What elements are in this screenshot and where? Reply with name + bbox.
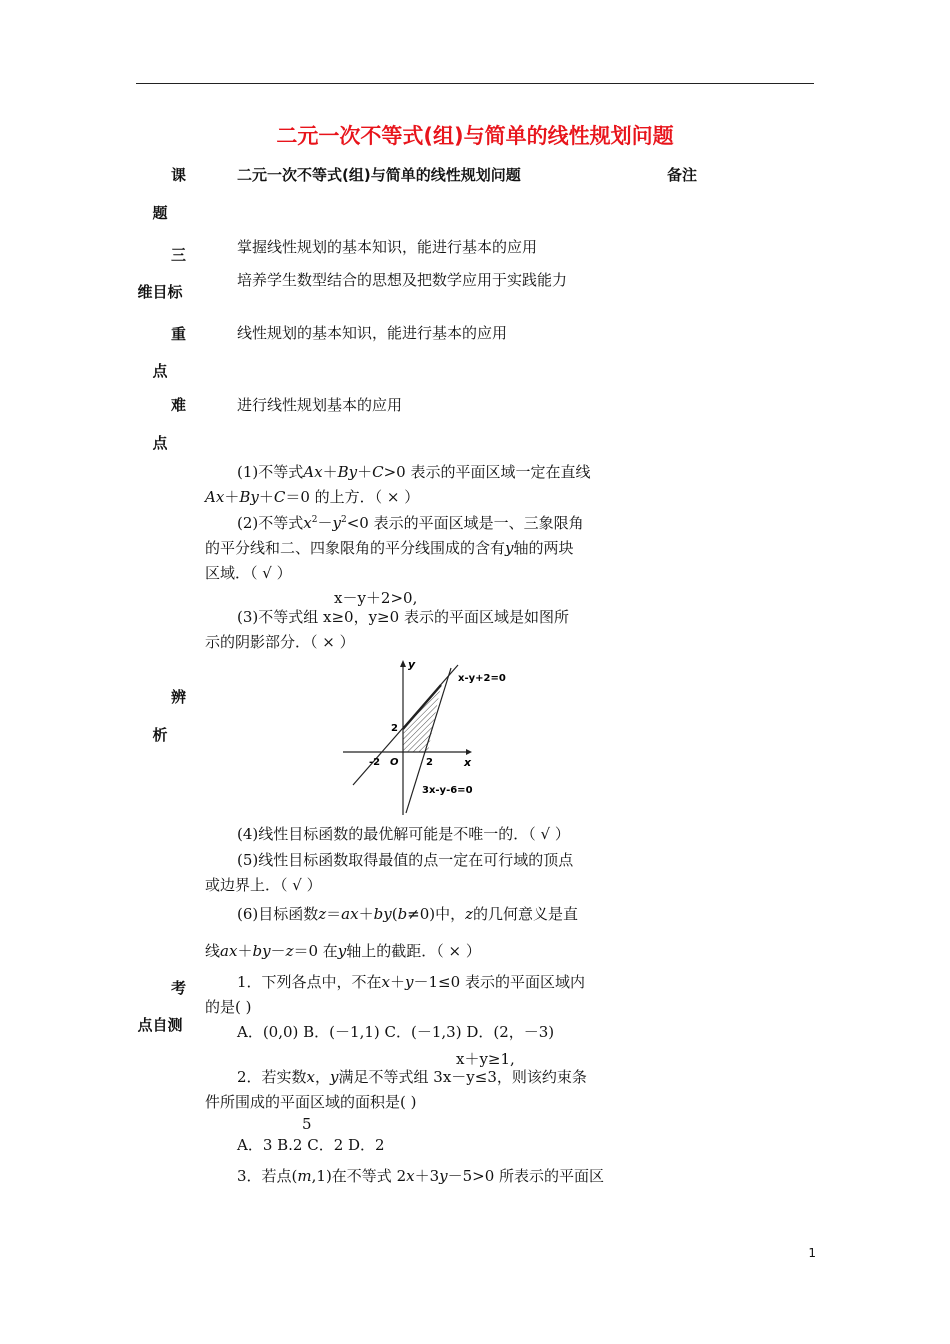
hard-label-1: 难 — [170, 396, 186, 414]
question-3-line-1: 3．若点(m,1)在不等式 2x＋3y－5>0 所表示的平面区 — [237, 1167, 605, 1185]
tick-2-y: 2 — [391, 723, 398, 734]
tick-2-x: 2 — [426, 757, 433, 768]
key-label-1: 重 — [170, 325, 186, 343]
tick-neg2: -2 — [369, 757, 381, 768]
topic-label-2: 题 — [152, 204, 168, 222]
x-axis-label: x — [464, 756, 472, 769]
goal-line-2: 培养学生数型结合的思想及把数学应用于实践能力 — [237, 271, 568, 289]
goal-line-1: 掌握线性规划的基本知识，能进行基本的应用 — [237, 238, 538, 256]
statement-5-line-2: 或边界上．（ √ ） — [205, 876, 322, 894]
line-1-label: x-y+2=0 — [458, 673, 506, 684]
key-text: 线性规划的基本知识，能进行基本的应用 — [237, 324, 508, 342]
question-1-options: A．(0,0) B．(－1,1) C．(－1,3) D．(2，－3) — [237, 1023, 555, 1041]
hard-label-2: 点 — [152, 434, 168, 452]
y-axis-label: y — [408, 658, 416, 671]
statement-3-line-1: (3)不等式组 x≥0，y≥0 表示的平面区域是如图所 — [237, 608, 569, 626]
key-label-2: 点 — [152, 362, 168, 380]
question-1-line-1: 1．下列各点中，不在x＋y－1≤0 表示的平面区域内 — [237, 973, 585, 991]
analysis-label-2: 析 — [152, 726, 168, 744]
goal-label-1: 三 — [170, 246, 186, 264]
header-rule — [136, 83, 814, 84]
feasible-region-graph — [340, 655, 520, 820]
statement-6-line-2: 线ax＋by－z＝0 在y轴上的截距．（ × ） — [205, 942, 481, 960]
question-2-options: A．3 B.2 C．2 D．2 — [237, 1136, 385, 1154]
statement-4: (4)线性目标函数的最优解可能是不唯一的．（ √ ） — [237, 825, 570, 843]
analysis-label-1: 辨 — [170, 688, 186, 706]
statement-2-line-1: (2)不等式$x^2-y^2<0$ 表示的平面区域是一、三象限角 — [237, 514, 584, 532]
topic-text: 二元一次不等式(组)与简单的线性规划问题 — [237, 166, 521, 184]
statement-6-line-1: (6)目标函数z＝ax＋by(b≠0)中，z的几何意义是直 — [237, 905, 579, 923]
x-axis-arrow — [466, 749, 472, 755]
page-title: 二元一次不等式(组)与简单的线性规划问题 — [276, 124, 674, 148]
test-label-1: 考 — [170, 979, 186, 997]
question-2-line-1: 2．若实数x，y满足不等式组 3x－y≤3，则该约束条 — [237, 1068, 587, 1086]
origin-label: O — [390, 757, 399, 768]
line-2-label: 3x-y-6=0 — [422, 785, 473, 796]
y-axis-arrow — [400, 660, 406, 667]
page-number: 1 — [808, 1246, 816, 1260]
statement-1-line-2: Ax＋By＋C＝0 的上方．（ × ） — [205, 488, 420, 506]
statement-2-line-3: 区域．（ √ ） — [205, 564, 292, 582]
statement-2-line-2: 的平分线和二、四象限角的平分线围成的含有y轴的两块 — [205, 539, 574, 557]
test-label-2: 点自测 — [137, 1016, 183, 1034]
statement-1-line-1: (1)不等式Ax＋By＋C>0 表示的平面区域一定在直线 — [237, 463, 591, 481]
question-1-line-2: 的是( ) — [205, 998, 252, 1016]
question-2-line-2: 件所围成的平面区域的面积是( ) — [205, 1093, 417, 1111]
hard-text: 进行线性规划基本的应用 — [237, 396, 403, 414]
notes-label: 备注 — [667, 166, 698, 184]
question-2-system-top: x＋y≥1, — [456, 1050, 515, 1068]
goal-label-2: 维目标 — [137, 283, 183, 301]
question-2-fraction-numerator: 5 — [302, 1115, 312, 1133]
statement-3-system-top: x－y＋2>0, — [334, 589, 418, 607]
statement-5-line-1: (5)线性目标函数取得最值的点一定在可行域的顶点 — [237, 851, 574, 869]
topic-label-1: 课 — [170, 166, 186, 184]
statement-3-line-2: 示的阴影部分．（ × ） — [205, 633, 355, 651]
